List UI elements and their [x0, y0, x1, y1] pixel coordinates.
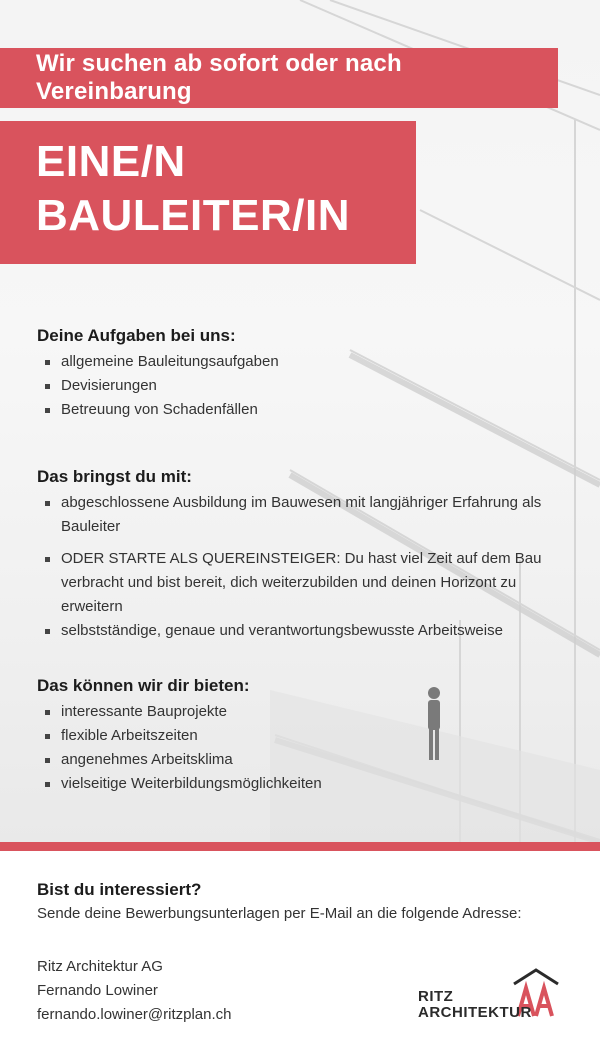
- offer-list: [37, 700, 567, 796]
- job-title-banner: [0, 121, 416, 264]
- logo-text-ritz: RITZ: [418, 988, 454, 1005]
- tasks-heading: Deine Aufgaben bei uns:: [37, 326, 236, 345]
- ritz-architektur-logo: [418, 966, 568, 1026]
- list-item: abgeschlossene Ausbildung im Bauwesen mit langjähriger Erfahrung als Bauleiter: [37, 491, 567, 539]
- list-item: allgemeine Bauleitungsaufgaben: [37, 350, 567, 374]
- list-item: Betreuung von Schadenfällen: [37, 398, 567, 422]
- requirements-heading: Das bringst du mit:: [37, 467, 192, 486]
- list-item: interessante Bauprojekte: [37, 700, 567, 724]
- company-name: Ritz Architektur AG: [37, 958, 163, 975]
- logo-text-architektur: ARCHITEKTUR: [418, 1004, 532, 1021]
- list-item: Devisierungen: [37, 374, 567, 398]
- contact-address: [37, 955, 232, 1027]
- tagline-text: Wir suchen ab sofort oder nach Vereinbarung: [36, 50, 402, 105]
- section-divider: [0, 842, 600, 851]
- list-item: vielseitige Weiterbildungsmöglichkeiten: [37, 772, 567, 796]
- contact-instruction: Sende deine Bewerbungsunterlagen per E-Mail an die folgende Adresse:: [37, 905, 522, 922]
- list-item: ODER STARTE ALS QUEREINSTEIGER: Du hast viel Zeit auf dem Bau verbracht und bist bereit, dich weiterzubilden und deinen Horizont zu erweitern: [37, 547, 567, 619]
- contact-email-link[interactable]: fernando.lowiner@ritzplan.ch: [37, 1006, 232, 1023]
- offer-heading: Das können wir dir bieten:: [37, 676, 250, 695]
- tagline-banner: [0, 48, 558, 108]
- contact-person: Fernando Lowiner: [37, 982, 158, 999]
- tasks-list: [37, 350, 567, 422]
- list-item: angenehmes Arbeitsklima: [37, 748, 567, 772]
- list-item: selbstständige, genaue und verantwortungsbewusste Arbeitsweise: [37, 619, 567, 643]
- offer-section: [37, 676, 567, 796]
- requirements-list: [37, 491, 567, 643]
- job-title-line2: BAULEITER/IN: [36, 191, 350, 240]
- requirements-section: [37, 467, 567, 643]
- list-item: flexible Arbeitszeiten: [37, 724, 567, 748]
- contact-section: [37, 880, 577, 925]
- job-title-line1: EINE/N: [36, 137, 186, 186]
- tasks-section: [37, 326, 567, 422]
- contact-heading: Bist du interessiert?: [37, 880, 202, 899]
